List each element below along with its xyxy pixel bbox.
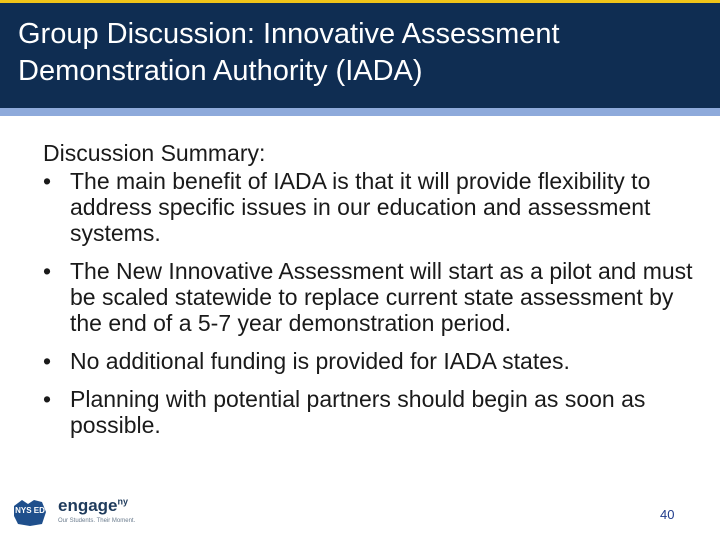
bullet-icon: • (43, 258, 52, 284)
bullet-icon: • (43, 386, 52, 412)
bullet-text: Planning with potential partners should begin as soon as possible. (70, 386, 646, 438)
bullet-text: No additional funding is provided for IADA states. (70, 348, 570, 374)
list-item (43, 348, 693, 374)
title-bar (0, 0, 720, 108)
list-item (43, 258, 693, 336)
bullet-icon: • (43, 348, 52, 374)
list-item (43, 168, 693, 246)
discussion-heading: Discussion Summary: (43, 140, 266, 166)
logo-sup-text: ny (117, 496, 129, 507)
accent-divider (0, 108, 720, 116)
bullet-text: The New Innovative Assessment will start as a pilot and must be scaled statewide to replace current state assessment by the end of a 5-7 year demonstration period. (70, 258, 693, 336)
bullet-icon: • (43, 168, 52, 194)
bullet-list (43, 168, 693, 438)
logo-tagline: Our Students. Their Moment. (58, 518, 136, 524)
engageny-logo (12, 496, 142, 530)
nysed-mark-text: NYS ED (15, 506, 45, 515)
engageny-wordmark (58, 496, 128, 516)
slide-title: Group Discussion: Innovative Assessment Demonstration Authority (IADA) (18, 18, 560, 87)
nysed-logo-icon (12, 498, 48, 528)
logo-main-text: engage (58, 496, 118, 515)
bullet-text: The main benefit of IADA is that it will provide flexibility to address specific issues in our education and assessment systems. (70, 168, 651, 246)
list-item (43, 386, 693, 438)
page-number: 40 (660, 507, 675, 522)
slide-content (43, 140, 693, 438)
